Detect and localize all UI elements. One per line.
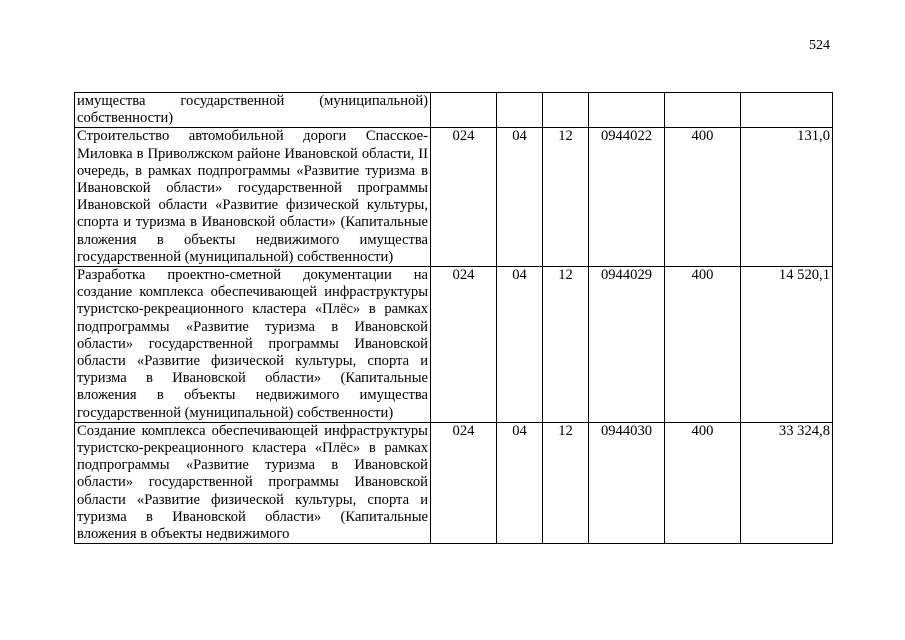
table-row bbox=[75, 93, 833, 128]
subsection-code-cell: 12 bbox=[543, 128, 589, 267]
subsection-code-cell: 12 bbox=[543, 267, 589, 423]
section-code-cell bbox=[497, 93, 543, 128]
amount-cell: 33 324,8 bbox=[741, 422, 833, 543]
ministry-code-cell: 024 bbox=[431, 128, 497, 267]
target-item-cell bbox=[589, 93, 665, 128]
section-code-cell: 04 bbox=[497, 422, 543, 543]
section-code-cell: 04 bbox=[497, 267, 543, 423]
expense-type-cell: 400 bbox=[665, 128, 741, 267]
amount-cell: 14 520,1 bbox=[741, 267, 833, 423]
description-cell: имущества государственной (муниципальной) собственности) bbox=[75, 93, 431, 128]
target-item-cell: 0944022 bbox=[589, 128, 665, 267]
table-row bbox=[75, 422, 833, 543]
subsection-code-cell bbox=[543, 93, 589, 128]
table-row bbox=[75, 267, 833, 423]
page-number: 524 bbox=[809, 38, 830, 53]
target-item-cell: 0944029 bbox=[589, 267, 665, 423]
table-row bbox=[75, 128, 833, 267]
description-cell: Создание комплекса обеспечивающей инфраструктуры туристско-рекреационного кластера «Плёс» в рамках подпрограммы «Развитие туризма в Ивановской области» государственной программы Ивановской области «Развитие физической культуры, спорта и туризма в Ивановской области» (Капитальные вложения в объекты недвижимого bbox=[75, 422, 431, 543]
budget-table bbox=[74, 92, 833, 544]
section-code-cell: 04 bbox=[497, 128, 543, 267]
expense-type-cell bbox=[665, 93, 741, 128]
amount-cell bbox=[741, 93, 833, 128]
target-item-cell: 0944030 bbox=[589, 422, 665, 543]
ministry-code-cell: 024 bbox=[431, 422, 497, 543]
ministry-code-cell bbox=[431, 93, 497, 128]
description-cell: Разработка проектно-сметной документации на создание комплекса обеспечивающей инфраструктуры туристско-рекреационного кластера «Плёс» в рамках подпрограммы «Развитие туризма в Ивановской области» государственной программы Ивановской области «Развитие физической культуры, спорта и туризма в Ивановской области» (Капитальные вложения в объекты недвижимого имущества государственной (муниципальной) собственности) bbox=[75, 267, 431, 423]
expense-type-cell: 400 bbox=[665, 422, 741, 543]
subsection-code-cell: 12 bbox=[543, 422, 589, 543]
amount-cell: 131,0 bbox=[741, 128, 833, 267]
expense-type-cell: 400 bbox=[665, 267, 741, 423]
ministry-code-cell: 024 bbox=[431, 267, 497, 423]
description-cell: Строительство автомобильной дороги Спасское-Миловка в Приволжском районе Ивановской области, II очередь, в рамках подпрограммы «Развитие туризма в Ивановской области» государственной программы Ивановской области «Развитие физической культуры, спорта и туризма в Ивановской области» (Капитальные вложения в объекты недвижимого имущества государственной (муниципальной) собственности) bbox=[75, 128, 431, 267]
